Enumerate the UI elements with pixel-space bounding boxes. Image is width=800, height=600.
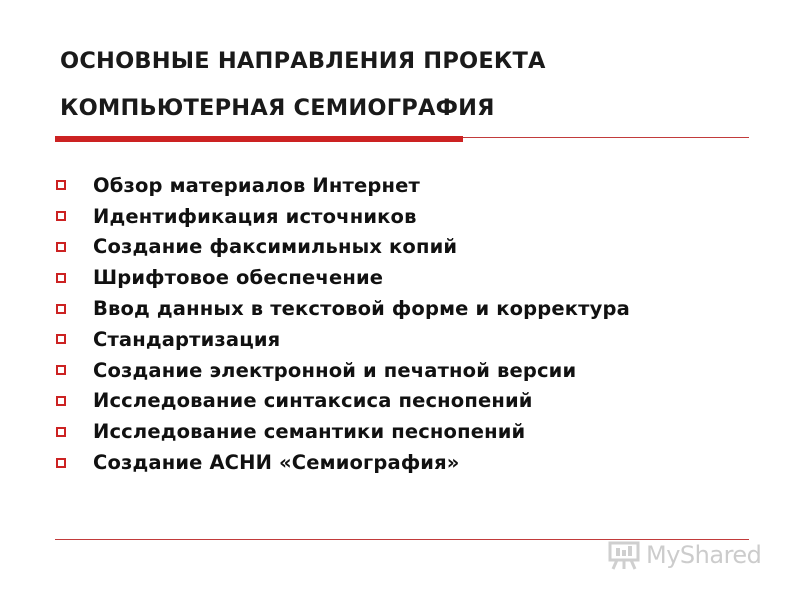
square-bullet-icon — [56, 273, 66, 283]
square-bullet-icon — [56, 396, 66, 406]
square-bullet-icon — [56, 304, 66, 314]
square-bullet-icon — [56, 211, 66, 221]
bullet-text: Ввод данных в текстовой форме и корректура — [93, 297, 630, 321]
bullet-text: Шрифтовое обеспечение — [93, 266, 384, 290]
bullet-item — [56, 170, 630, 201]
square-bullet-icon — [56, 180, 66, 190]
bullet-item — [56, 355, 630, 386]
square-bullet-icon — [56, 242, 66, 252]
bullet-item — [56, 201, 630, 232]
bullet-list — [56, 170, 630, 478]
bullet-text: Обзор материалов Интернет — [93, 173, 420, 197]
bullet-item — [56, 262, 630, 293]
bullet-text: Исследование синтаксиса песнопений — [93, 389, 533, 413]
square-bullet-icon — [56, 458, 66, 468]
bullet-text: Исследование семантики песнопений — [93, 420, 526, 444]
bullet-item — [56, 293, 630, 324]
bullet-text: Создание электронной и печатной версии — [93, 358, 577, 382]
slide-title-line-2: КОМПЬЮТЕРНАЯ СЕМИОГРАФИЯ — [60, 95, 495, 121]
bullet-text: Создание АСНИ «Семиография» — [93, 451, 460, 475]
title-rule-accent — [55, 136, 463, 142]
bullet-text: Идентификация источников — [93, 204, 417, 228]
bullet-item — [56, 386, 630, 417]
watermark-text: MyShared — [646, 541, 762, 569]
watermark — [607, 540, 761, 570]
square-bullet-icon — [56, 365, 66, 375]
bullet-item — [56, 232, 630, 263]
bullet-text: Стандартизация — [93, 327, 281, 351]
bullet-text: Создание факсимильных копий — [93, 235, 458, 259]
slide-title-line-1: ОСНОВНЫЕ НАПРАВЛЕНИЯ ПРОЕКТА — [60, 48, 546, 74]
square-bullet-icon — [56, 334, 66, 344]
square-bullet-icon — [56, 427, 66, 437]
bullet-item — [56, 416, 630, 447]
bullet-item — [56, 324, 630, 355]
presentation-board-icon — [607, 540, 641, 570]
bullet-item — [56, 447, 630, 478]
